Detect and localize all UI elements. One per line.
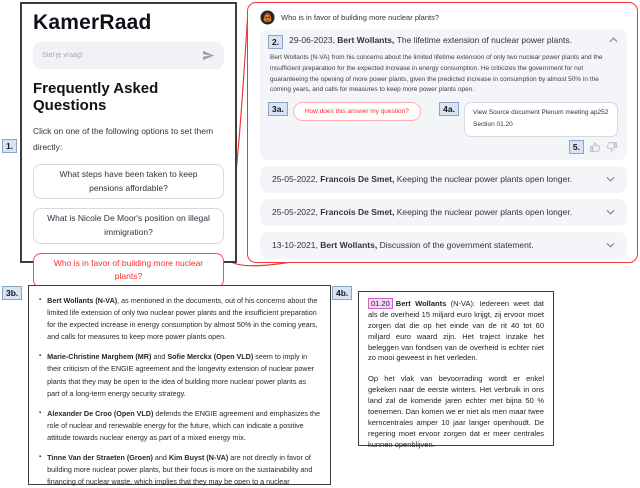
- thumbs-down-icon[interactable]: [606, 141, 618, 153]
- annotation-label-5: 5.: [569, 140, 584, 154]
- section-ref-highlight: 01.20: [368, 298, 393, 309]
- source-button-line1: View Source document Plenum meeting ap252: [473, 109, 609, 117]
- result-title: 29-06-2023, Bert Wollants, The lifetime extension of nuclear power plants.: [289, 35, 572, 45]
- faq-option-pensions[interactable]: What steps have been taken to keep pensions affordable?: [33, 164, 224, 199]
- question-input[interactable]: [42, 52, 202, 59]
- bullet-marker: ▪: [39, 297, 42, 303]
- chevron-down-icon: [606, 242, 615, 248]
- result-item-collapsed[interactable]: [260, 232, 627, 259]
- explanation-bullet: ▪ Alexander De Croo (Open VLD) defends the ENGIE agreement and emphasizes the role of nuclear and renewable energy for the future, which can indicate a positive attitude towards nuclear energy as part of a mixed energy mix.: [39, 408, 320, 444]
- bullet-marker: ▪: [39, 454, 42, 461]
- explanation-bullet: ▪ Tinne Van der Straeten (Groen) and Kim Buyst (N-VA) are not directly in favor of building more nuclear power plants, but their focus is more on the sustainability and financing of nuclear waste, which implies that they may be open to a nuclear: [39, 452, 320, 488]
- result-item-collapsed[interactable]: [260, 166, 627, 193]
- chevron-down-icon: [606, 176, 615, 182]
- source-paragraph-2: Op het vlak van bevoorrading wordt er enkel gekeken naar de eerste winters. Het verbruik in ons land zal de komende jaren echter met bijna 50 % toenemen. Dan komen we er niet als men maar twee kerncentrales amper 10 jaar langer openhoudt. De regering moet ervoor zorgen dat er meer centrales kunnen openblijven.: [368, 374, 544, 449]
- annotation-label-3a: 3a.: [268, 102, 288, 116]
- app-title: KamerRaad: [33, 11, 152, 34]
- chevron-down-icon: [606, 209, 615, 215]
- annotation-label-2: 2.: [268, 35, 283, 49]
- view-source-button[interactable]: [464, 102, 618, 137]
- explain-answer-button[interactable]: How does this answer my question?: [293, 102, 421, 121]
- result-item-expanded: [260, 29, 627, 160]
- chevron-up-icon: [609, 37, 618, 43]
- explanation-bullet: ▪ Bert Wollants (N-VA), as mentioned in the documents, out of his concerns about the limited life extension of only two nuclear power plants and the insufficient preparation for the expected increase in energy consumption by almost 50% in the coming years, and calls for measures to keep more power plants open.: [39, 295, 320, 343]
- faq-option-nuclear[interactable]: Who is in favor of building more nuclear plants?: [33, 253, 224, 288]
- result-item-collapsed[interactable]: [260, 199, 627, 226]
- kamerraad-sidebar-panel: [20, 2, 237, 282]
- explanation-bullet: ▪ Marie-Christine Marghem (MR) and Sofie Merckx (Open VLD) seem to imply in their criticism of the ENGIE agreement and the longevity extension of nuclear power plants that they may be open to the idea of building more nuclear power plants as part of a long-term energy security strategy.: [39, 351, 320, 399]
- annotation-label-3b: 3b.: [2, 286, 22, 300]
- thumbs-up-icon[interactable]: [589, 141, 601, 153]
- result-summary: Bert Wollants (N-VA) from his concerns about the limited lifetime extension of only two nuclear power plants and the insufficient preparation for the expected increase in energy consumption. He criticizes the government for not guaranteeing the opening of more power plants, given the predicted increase in consumption by almost 50% in the coming years, and calls for measures to keep more power plants open.: [270, 54, 603, 94]
- question-input-box[interactable]: [33, 42, 224, 69]
- source-paragraph-1: 01.20 Bert Wollants (N-VA): Iedereen weet dat als de overheid 15 miljard euro krijgt, zij ervoor moet zorgen dat die op het einde van de rit 40 tot 60 miljard euro waard zijn. Het traject inzake het beleggen van fondsen van de overheid is echter niet zo mooi geweest in het verleden.: [368, 299, 545, 363]
- user-avatar: [260, 10, 275, 25]
- bullet-marker: ▪: [39, 353, 42, 360]
- bullet-marker: ▪: [39, 409, 42, 416]
- annotation-label-4b: 4b.: [332, 286, 352, 300]
- annotation-label-4a: 4a.: [439, 102, 459, 116]
- source-button-line2: Section 01.20: [473, 121, 513, 129]
- annotation-label-1: 1.: [2, 139, 17, 153]
- result-title: 13-10-2021, Bert Wollants, Discussion of the government statement.: [272, 240, 534, 251]
- faq-instruction: Click on one of the following options to set them directly:: [33, 126, 214, 153]
- send-icon[interactable]: [202, 50, 215, 61]
- faq-option-immigration[interactable]: What is Nicole De Moor's position on illegal immigration?: [33, 208, 224, 243]
- result-title: 25-05-2022, Francois De Smet, Keeping the nuclear power plants open longer.: [272, 174, 573, 185]
- user-question-text: Who is in favor of building more nuclear plants?: [281, 12, 439, 22]
- result-title: 25-05-2022, Francois De Smet, Keeping the nuclear power plants open longer.: [272, 207, 573, 218]
- chat-answer-panel: [247, 2, 638, 263]
- explanation-detail-panel: [28, 285, 331, 485]
- source-document-panel: [358, 291, 554, 449]
- result-expander-header[interactable]: [268, 35, 618, 49]
- faq-heading: Frequently Asked Questions: [33, 80, 159, 114]
